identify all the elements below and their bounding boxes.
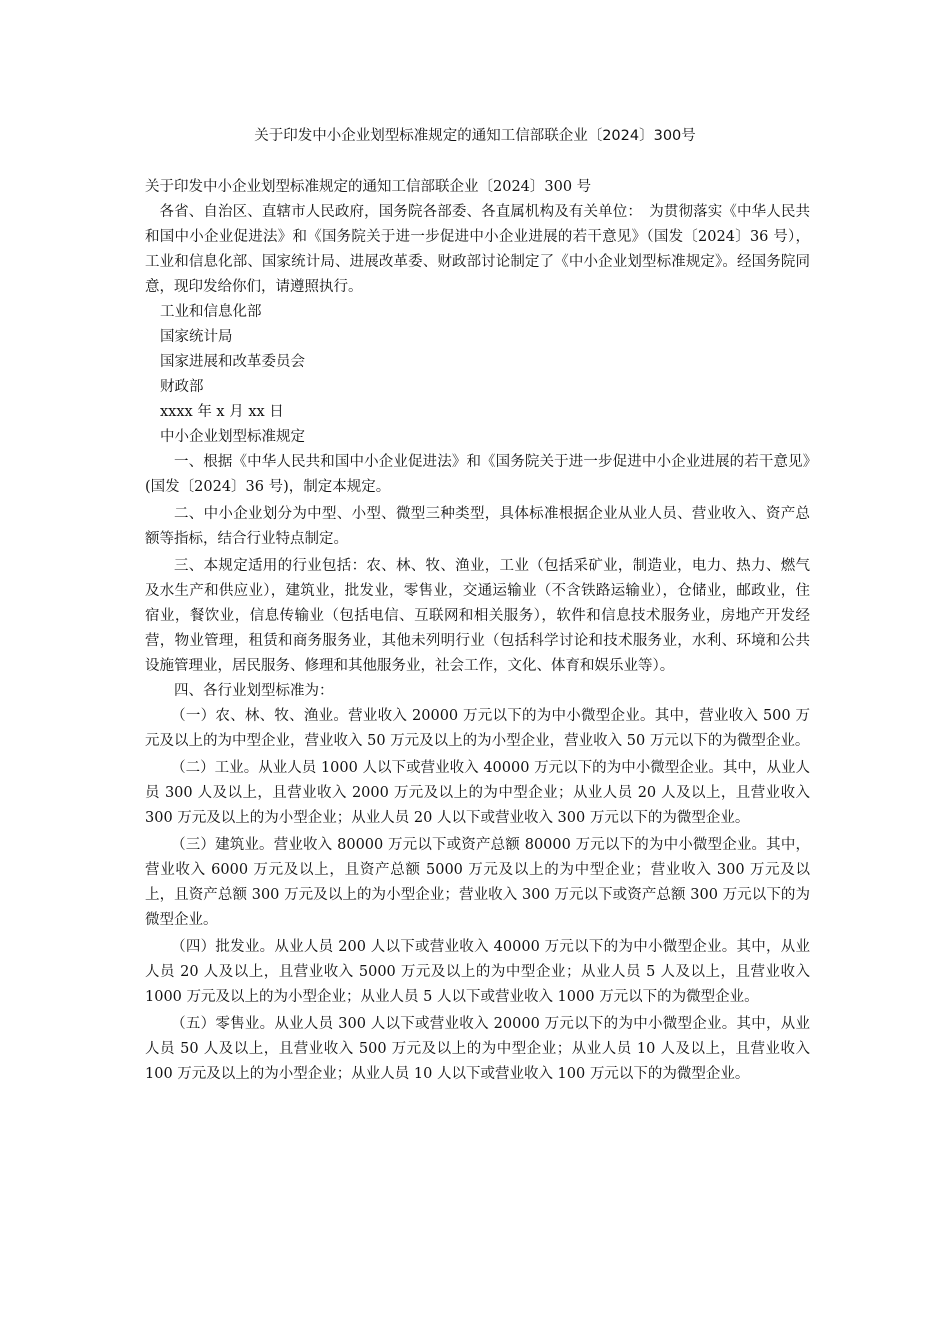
signatory-ndrc: 国家进展和改革委员会	[160, 354, 305, 370]
page-title: 关于印发中小企业划型标准规定的通知工信部联企业〔2024〕300号	[254, 128, 696, 144]
article-2: 二、中小企业划分为中型、小型、微型三种类型，具体标准根据企业从业人员、营业收入、资产总额等指标，结合行业特点制定。	[145, 506, 810, 547]
section-agriculture: （一）农、林、牧、渔业。营业收入 20000 万元以下的为中小微型企业。其中，营业收入 500 万元及以上的为中型企业，营业收入 50 万元及以上的为小型企业，营业收入 50 万元以下的为微型企业。	[145, 708, 810, 749]
document-subtitle: 关于印发中小企业划型标准规定的通知工信部联企业〔2024〕300 号	[145, 179, 592, 195]
section-wholesale: （四）批发业。从业人员 200 人以下或营业收入 40000 万元以下的为中小微型企业。其中，从业人员 20 人及以上，且营业收入 5000 万元及以上的为中型企业；从业人员 5 人及以上，且营业收入 1000 万元及以上的为小型企业；从业人员 5 人以下或营业收入 1000 万元以下的为微型企业。	[145, 939, 810, 1005]
document-date: xxxx 年 x 月 xx 日	[160, 404, 284, 420]
document-body	[145, 175, 810, 1087]
signatory-nbs: 国家统计局	[160, 329, 233, 345]
article-1: 一、根据《中华人民共和国中小企业促进法》和《国务院关于进一步促进中小企业进展的若干意见》(国发〔2024〕36 号)，制定本规定。	[145, 454, 810, 495]
article-4: 四、各行业划型标准为：	[174, 683, 334, 699]
rules-title: 中小企业划型标准规定	[160, 429, 305, 445]
signatory-miit: 工业和信息化部	[160, 304, 262, 320]
section-retail: （五）零售业。从业人员 300 人以下或营业收入 20000 万元以下的为中小微型企业。其中，从业人员 50 人及以上，且营业收入 500 万元及以上的为中型企业；从业人员 10 人及以上，且营业收入 100 万元及以上的为小型企业；从业人员 10 人以下或营业收入 100 万元以下的为微型企业。	[145, 1016, 810, 1082]
section-industry: （二）工业。从业人员 1000 人以下或营业收入 40000 万元以下的为中小微型企业。其中，从业人员 300 人及以上，且营业收入 2000 万元及以上的为中型企业；从业人员 20 人及以上，且营业收入 300 万元及以上的为小型企业；从业人员 20 人以下或营业收入 300 万元以下的为微型企业。	[145, 760, 810, 826]
section-construction: （三）建筑业。营业收入 80000 万元以下或资产总额 80000 万元以下的为中小微型企业。其中，营业收入 6000 万元及以上，且资产总额 5000 万元及以上的为中型企业；营业收入 300 万元及以上，且资产总额 300 万元及以上的为小型企业；营业收入 300 万元以下或资产总额 300 万元以下的为微型企业。	[145, 837, 810, 928]
intro-paragraph: 各省、自治区、直辖市人民政府，国务院各部委、各直属机构及有关单位： 为贯彻落实《中华人民共和国中小企业促进法》和《国务院关于进一步促进中小企业进展的若干意见》（国发〔2024〕36 号），工业和信息化部、国家统计局、进展改革委、财政部讨论制定了《中小企业划型标准规定》。经国务院同意，现印发给你们，请遵照执行。	[145, 204, 810, 295]
article-3: 三、本规定适用的行业包括：农、林、牧、渔业，工业（包括采矿业，制造业，电力、热力、燃气及水生产和供应业），建筑业，批发业，零售业，交通运输业（不含铁路运输业），仓储业，邮政业，住宿业，餐饮业，信息传输业（包括电信、互联网和相关服务），软件和信息技术服务业，房地产开发经营，物业管理，租赁和商务服务业，其他未列明行业（包括科学讨论和技术服务业，水利、环境和公共设施管理业，居民服务、修理和其他服务业，社会工作，文化、体育和娱乐业等）。	[145, 558, 810, 674]
signatory-mof: 财政部	[160, 379, 204, 395]
